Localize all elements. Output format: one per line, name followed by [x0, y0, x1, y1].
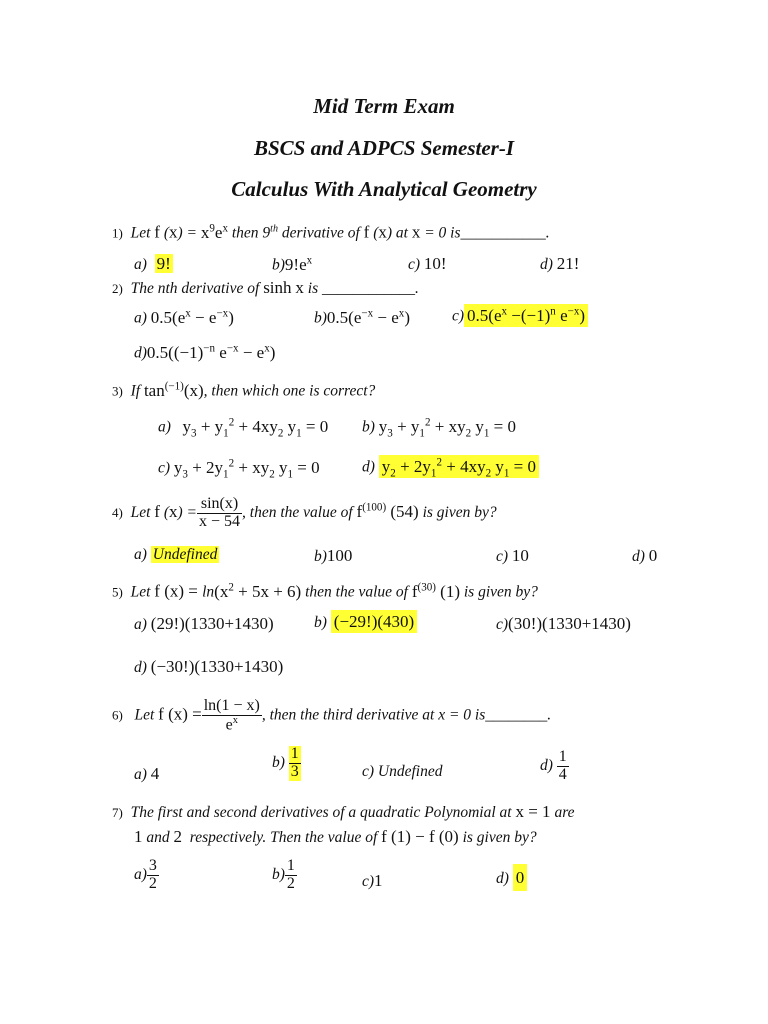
- question-1: 1) Let f $(x) = x^9e^x$ then 9th derivative of f (x) at x = 0 is___________.: [112, 222, 550, 242]
- q5-option-d: d) (−30!)(1330+1430): [134, 657, 284, 676]
- q4-option-a: a) Undefined: [134, 546, 218, 563]
- q6-option-a: a) 4: [134, 764, 160, 783]
- q7-option-b: b) $\frac{1}{2}$: [272, 857, 295, 892]
- q3-option-d: d) $y_2 + 2y_1^2 + 4xy_2$ $y_1 = 0$: [362, 456, 539, 479]
- q7-option-d: d) 0: [496, 868, 527, 888]
- q4-option-c: c) 10: [496, 546, 529, 565]
- question-6: 6) Let f (x) = $\frac{\ln(1 - x)}{e^x}$ , then the third derivative at x = 0 is________.: [112, 697, 552, 734]
- q3-option-c: c) $y_3 + 2y_1^2 + xy_2$ $y_1 = 0$: [158, 457, 320, 481]
- question-7-continued: 1 and 2 respectively. Then the value of f (1) − f (0) is given by?: [134, 827, 537, 846]
- question-7: 7) The first and second derivatives of a quadratic Polynomial at x = 1 are: [112, 802, 575, 821]
- q4-option-b: b)100: [314, 546, 353, 565]
- q6-option-d: d) $\frac{1}{4}$: [540, 748, 567, 783]
- q6-option-b: b) $\frac{1}{3}$: [272, 745, 299, 780]
- q7-option-a: a) $\frac{3}{2}$: [134, 857, 157, 892]
- q2-option-d: $d)0.5((-1)^{-n}$ $e^{-x} - e^x$): [134, 342, 276, 362]
- course-title: Calculus With Analytical Geometry: [231, 177, 537, 201]
- q7-option-c: c)1: [362, 871, 383, 890]
- question-4: 4) Let f (x) = $\frac{\sin(x)}{x - 54}$ , then the value of $f^{(100)}$ (54) is given by?: [112, 495, 497, 530]
- question-2: 2) The nth derivative of sinh x is ____________.: [112, 278, 419, 297]
- q3-option-a: a) $y_3 + y_1^2 + 4xy_2$ $y_1 = 0$: [158, 416, 329, 440]
- q1-option-d: d) 21!: [540, 254, 580, 273]
- q6-option-c: c) Undefined: [362, 763, 443, 780]
- q1-option-a: a) 9!: [134, 254, 171, 273]
- q5-option-a: a) (29!)(1330+1430): [134, 614, 274, 633]
- q1-option-b: $b)9!e^x$: [272, 254, 313, 274]
- q5-option-c: c)(30!)(1330+1430): [496, 614, 631, 633]
- question-5: 5) Let f $(x) = \ln(x^2 + 5x + 6)$ then the value of $f^{(30)}$ (1) is given by?: [112, 581, 538, 601]
- question-3: 3) If $\tan^{(-1)}(x)$, then which one is correct?: [112, 380, 376, 400]
- exam-subtitle: BSCS and ADPCS Semester-I: [253, 136, 515, 160]
- q1-option-c: c) 10!: [408, 254, 447, 273]
- q5-option-b: b) (−29!)(430): [314, 612, 417, 632]
- q2-option-c: c) $0.5(e^x -(-1)^n$ $e^{-x}$): [452, 305, 588, 326]
- q2-option-a: a) $0.5(e^x - e^{-x})$: [134, 307, 234, 327]
- exam-title: Mid Term Exam: [313, 94, 455, 118]
- q3-option-b: b) $y_3 + y_1^2 + xy_2$ $y_1 = 0$: [362, 416, 516, 440]
- q4-option-d: d) 0: [632, 546, 658, 565]
- q2-option-b: $b)0.5(e^{-x} - e^x)$: [314, 307, 410, 327]
